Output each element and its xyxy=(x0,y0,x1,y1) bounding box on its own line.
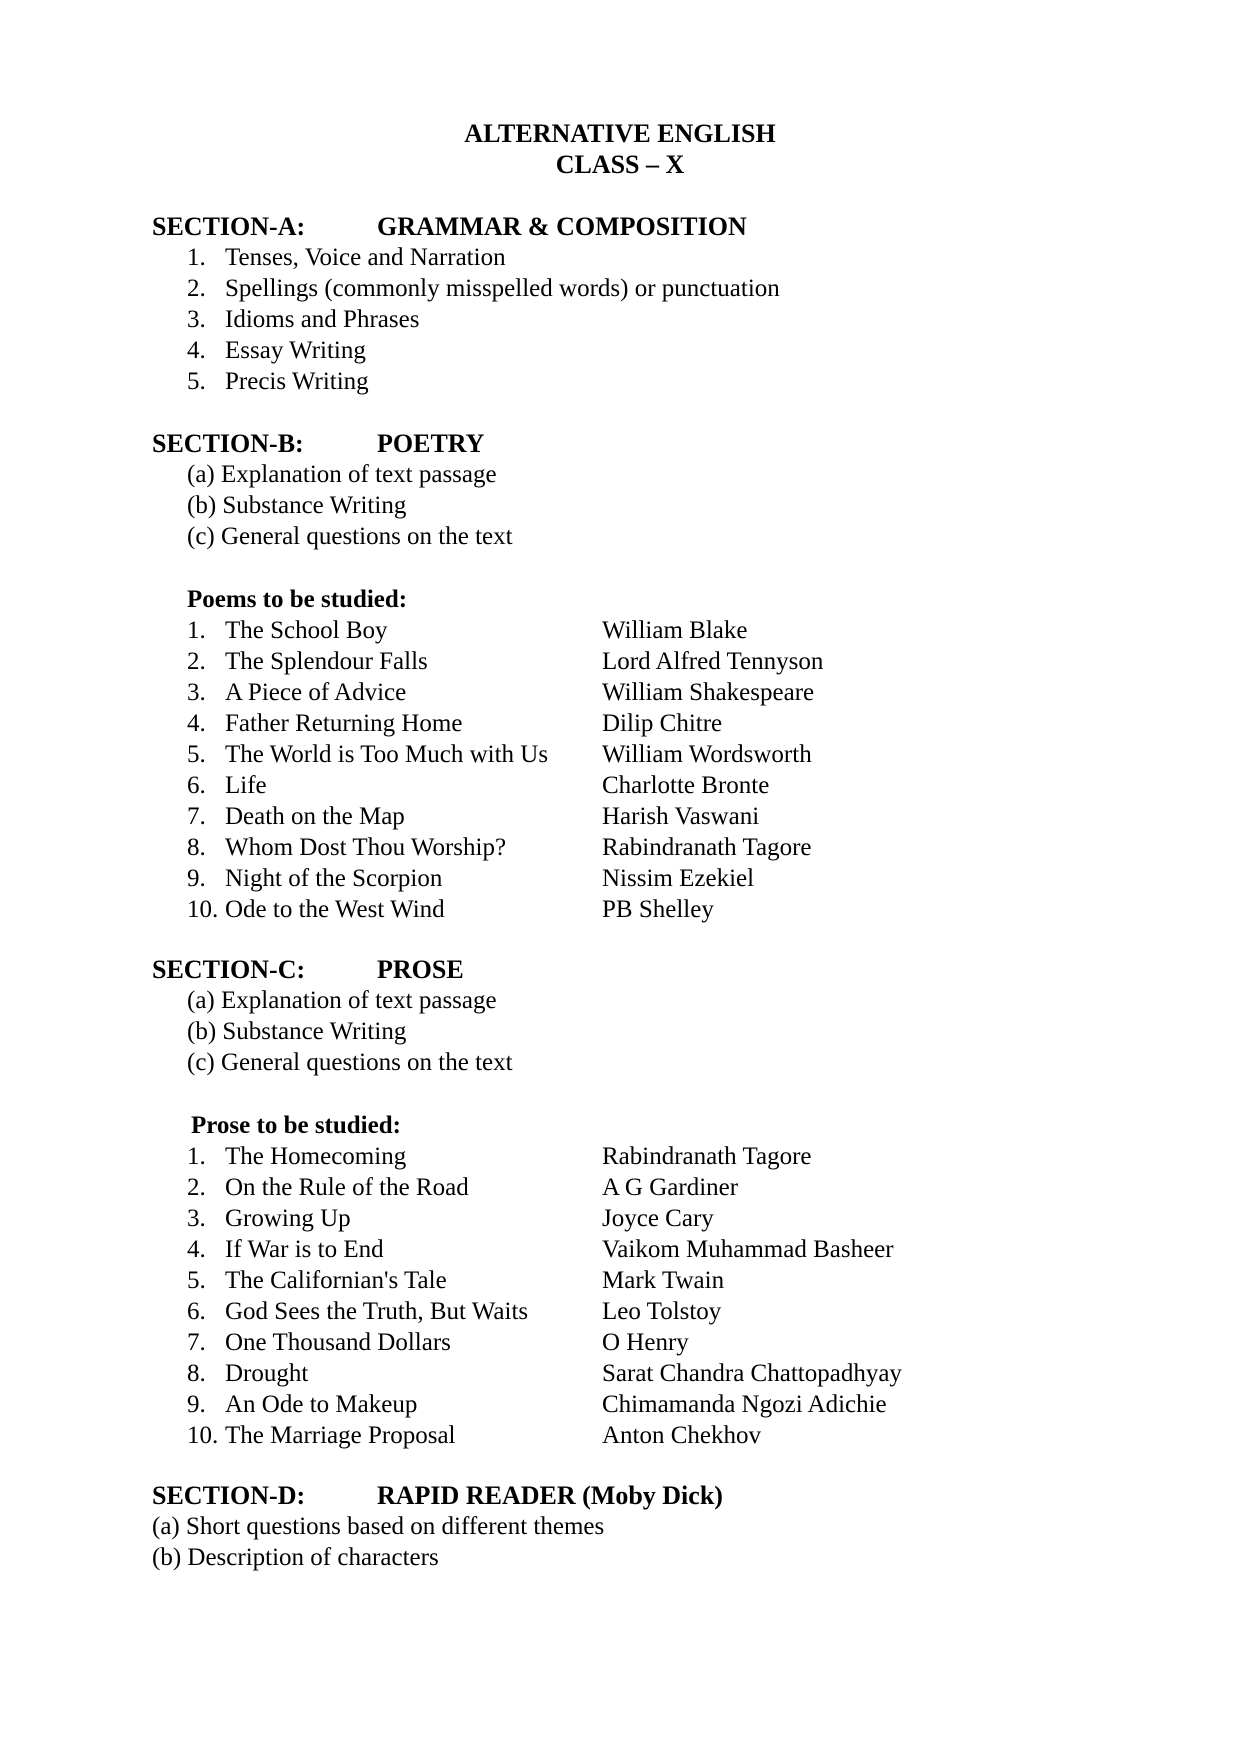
table-row: 3. Growing Up Joyce Cary xyxy=(187,1205,714,1232)
prose-list xyxy=(187,1110,902,1451)
table-row: 10. The Marriage Proposal Anton Chekhov xyxy=(187,1422,762,1449)
section-a-heading xyxy=(152,211,747,242)
list-item: (c) General questions on the text xyxy=(187,523,513,550)
list-item: 1. Tenses, Voice and Narration xyxy=(187,244,506,271)
list-item: 2. Spellings (commonly misspelled words) or punctuation xyxy=(187,275,780,302)
section-c-parts xyxy=(187,985,513,1078)
table-row: 1. The Homecoming Rabindranath Tagore xyxy=(187,1143,812,1170)
table-row: 7. Death on the Map Harish Vaswani xyxy=(187,803,760,830)
table-row: 1. The School Boy William Blake xyxy=(187,617,748,644)
table-row: 10. Ode to the West Wind PB Shelley xyxy=(187,896,714,923)
list-item: (b) Substance Writing xyxy=(187,1018,407,1045)
list-item: 5. Precis Writing xyxy=(187,368,369,395)
table-row: 2. The Splendour Falls Lord Alfred Tennyson xyxy=(187,648,824,675)
list-item: 4. Essay Writing xyxy=(187,337,366,364)
poems-heading: Poems to be studied: xyxy=(187,586,408,613)
table-row: 2. On the Rule of the Road A G Gardiner xyxy=(187,1174,739,1201)
list-item: (a) Explanation of text passage xyxy=(187,987,497,1014)
list-item: (b) Substance Writing xyxy=(187,492,407,519)
table-row: 9. An Ode to Makeup Chimamanda Ngozi Adichie xyxy=(187,1391,887,1418)
table-row: 4. Father Returning Home Dilip Chitre xyxy=(187,710,723,737)
prose-heading: Prose to be studied: xyxy=(191,1112,401,1139)
section-d-heading xyxy=(152,1480,723,1511)
section-c-code: SECTION-C: xyxy=(152,955,306,984)
document-title: ALTERNATIVE ENGLISH xyxy=(464,119,776,148)
section-a-list xyxy=(187,242,780,397)
table-row: 7. One Thousand Dollars O Henry xyxy=(187,1329,689,1356)
section-b-heading xyxy=(152,428,484,459)
table-row: 8. Drought Sarat Chandra Chattopadhyay xyxy=(187,1360,902,1387)
section-a-name: GRAMMAR & COMPOSITION xyxy=(377,212,747,241)
table-row: 6. God Sees the Truth, But Waits Leo Tolstoy xyxy=(187,1298,722,1325)
table-row: 9. Night of the Scorpion Nissim Ezekiel xyxy=(187,865,755,892)
list-item: (a) Explanation of text passage xyxy=(187,461,497,488)
section-a-code: SECTION-A: xyxy=(152,212,306,241)
table-row: 4. If War is to End Vaikom Muhammad Basheer xyxy=(187,1236,894,1263)
section-b-parts xyxy=(187,459,513,552)
table-row: 3. A Piece of Advice William Shakespeare xyxy=(187,679,815,706)
table-row: 5. The Californian's Tale Mark Twain xyxy=(187,1267,725,1294)
section-d-code: SECTION-D: xyxy=(152,1481,306,1510)
section-d-parts xyxy=(152,1511,604,1573)
list-item: 3. Idioms and Phrases xyxy=(187,306,420,333)
list-item: (b) Description of characters xyxy=(152,1544,439,1571)
table-row: 8. Whom Dost Thou Worship? Rabindranath Tagore xyxy=(187,834,812,861)
document-subtitle: CLASS – X xyxy=(555,150,685,179)
section-b-name: POETRY xyxy=(377,429,485,458)
section-c-name: PROSE xyxy=(377,955,464,984)
table-row: 6. Life Charlotte Bronte xyxy=(187,772,770,799)
list-item: (a) Short questions based on different themes xyxy=(152,1513,605,1540)
section-d-name: RAPID READER (Moby Dick) xyxy=(377,1481,723,1510)
section-b-code: SECTION-B: xyxy=(152,429,304,458)
section-c-heading xyxy=(152,954,464,985)
poems-list xyxy=(187,584,823,925)
table-row: 5. The World is Too Much with Us William Wordsworth xyxy=(187,741,812,768)
list-item: (c) General questions on the text xyxy=(187,1049,513,1076)
